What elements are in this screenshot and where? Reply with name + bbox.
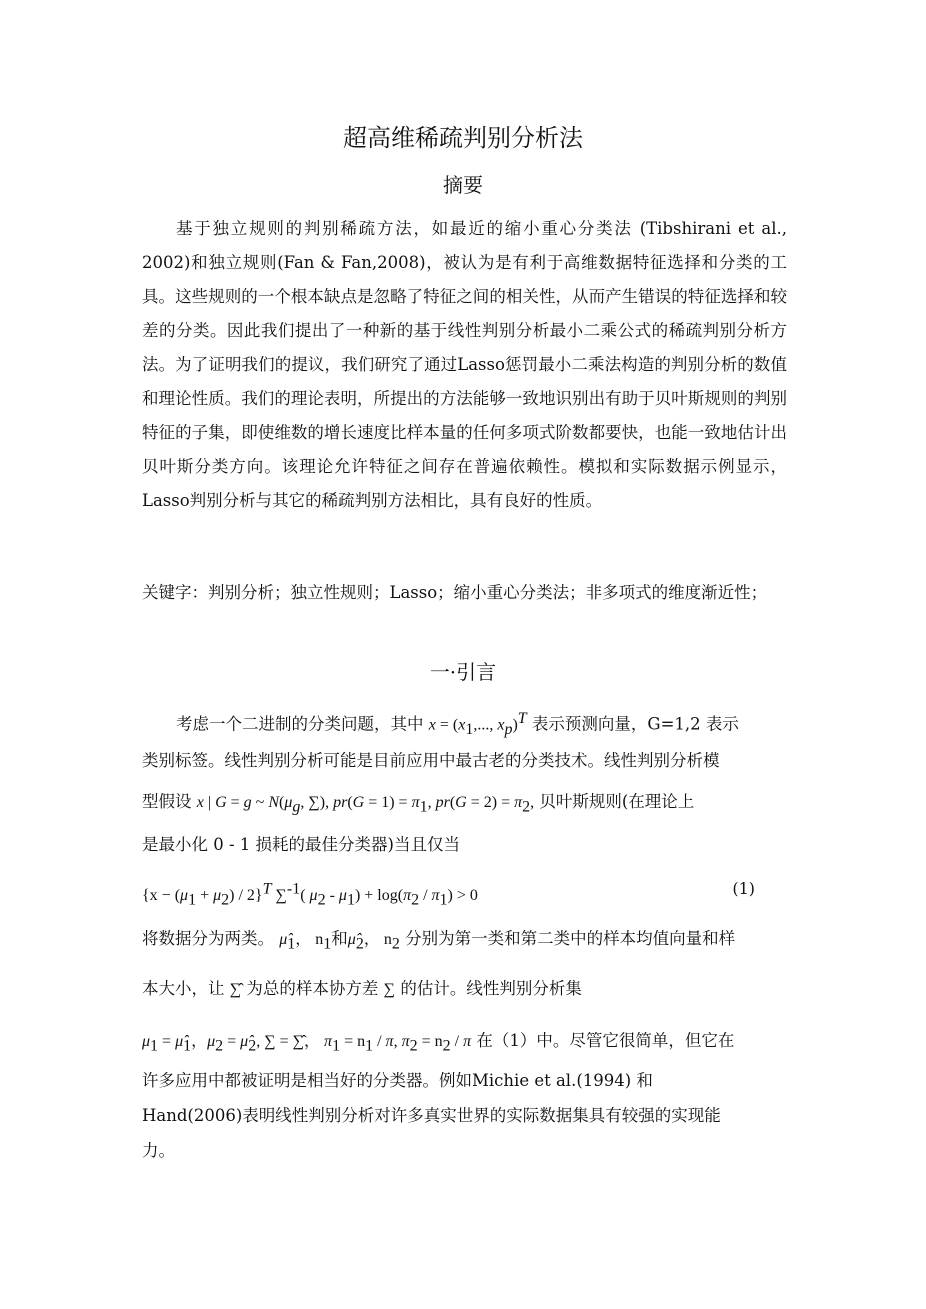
intro-line-7 <box>142 1024 787 1063</box>
intro-text: 为总的样本协方差 <box>246 979 379 998</box>
abstract-heading: 摘要 <box>443 173 483 197</box>
equation-number: (1) <box>732 879 755 898</box>
intro-text: 考虑一个二进制的分类问题，其中 <box>176 714 424 734</box>
intro-line-8: 许多应用中都被证明是相当好的分类器。例如Michie et al.(1994) 和 <box>142 1071 653 1090</box>
intro-text: 将数据分为两类。 <box>142 929 274 948</box>
formula-predictor-vector: x <box>428 716 436 734</box>
section-heading-introduction: 一·引言 <box>429 660 497 684</box>
intro-text: 和 <box>331 929 348 948</box>
paper-title: 超高维稀疏判别分析法 <box>343 124 583 152</box>
formula-sigma-hat: ∑̂ <box>229 981 242 998</box>
intro-text: 分别为第一类和第二类中的样本均值向量和样 <box>405 929 736 948</box>
intro-text: 贝叶斯规则(在理论上 <box>539 792 695 811</box>
intro-text: 型假设 <box>142 792 192 811</box>
intro-text: 表示预测向量，G=1,2 表示 <box>531 714 739 734</box>
intro-line-3 <box>142 785 787 824</box>
formula-bayes-rule: $\{x - (\mu_1 + \mu_2) / 2\}^T$ ∑$^{-1}$( $\mu_2 - \mu_1) + \log(\pi_2 / \pi_1) > 0$ <box>142 880 478 908</box>
formula-lda-estimates: $\mu_1$ = $\mû_1$，$\mu_2$ = $\mû_2$, ∑ = ∑̂， $\pi_1 = n_1 / \pi$, $\pi_2 = n_2 / \pi$ <box>142 1033 472 1055</box>
intro-line-6 <box>142 972 787 1007</box>
intro-text: 在（1）中。尽管它很简单，但它在 <box>476 1031 735 1050</box>
keywords: 关键字：判别分析；独立性规则；Lasso；缩小重心分类法；非多项式的维度渐近性； <box>142 583 768 602</box>
intro-line-1: 考虑一个二进制的分类问题，其中 $x = (x_1$,..., $x_p)^T$ 表示预测向量，G=1,2 表示 <box>176 710 739 738</box>
intro-text: 本大小，让 <box>142 979 225 998</box>
intro-line-2: 类别标签。线性判别分析可能是目前应用中最古老的分类技术。线性判别分析模 <box>142 751 720 770</box>
intro-text: 的估计。线性判别分析集 <box>400 979 582 998</box>
intro-line-5: 将数据分为两类。 $\mû_1$， $n_1$和$\mû_2$， $n_2$ 分别为第一类和第二类中的样本均值向量和样 <box>142 929 736 953</box>
intro-line-9: Hand(2006)表明线性判别分析对许多真实世界的实际数据集具有较强的实现能 <box>142 1106 721 1125</box>
abstract-text: 基于独立规则的判别稀疏方法，如最近的缩小重心分类法 (Tibshirani et al., 2002)和独立规则(Fan & Fan,2008)，被认为是有利于高维数据特征选择和分类的工具。这些规则的一个根本缺点是忽略了特征之间的相关性，从而产生错误的特征选择和较差的分类。因此我们提出了一种新的基于线性判别分析最小二乘公式的稀疏判别分析方法。为了证明我们的提议，我们研究了通过Lasso惩罚最小二乘法构造的判别分析的数值和理论性质。我们的理论表明，所提出的方法能够一致地识别出有助于贝叶斯规则的判别特征的子集，即使维数的增长速度比样本量的任何多项式阶数都要快，也能一致地估计出贝叶斯分类方向。该理论允许特征之间存在普遍依赖性。模拟和实际数据示例显示，Lasso判别分析与其它的稀疏判别方法相比，具有良好的性质。 <box>142 219 787 510</box>
intro-line-10: 力。 <box>142 1141 175 1160</box>
formula-lda-model: x | G = g ~ $N(\mu_g$, ∑), $pr(G = 1) = \pi_1$, $pr(G = 2) = \pi_2$, <box>196 794 535 816</box>
equation-1 <box>142 872 787 917</box>
formula-sigma: ∑ <box>383 981 396 998</box>
intro-line-4: 是最小化 0 - 1 损耗的最佳分类器)当且仅当 <box>142 835 460 854</box>
